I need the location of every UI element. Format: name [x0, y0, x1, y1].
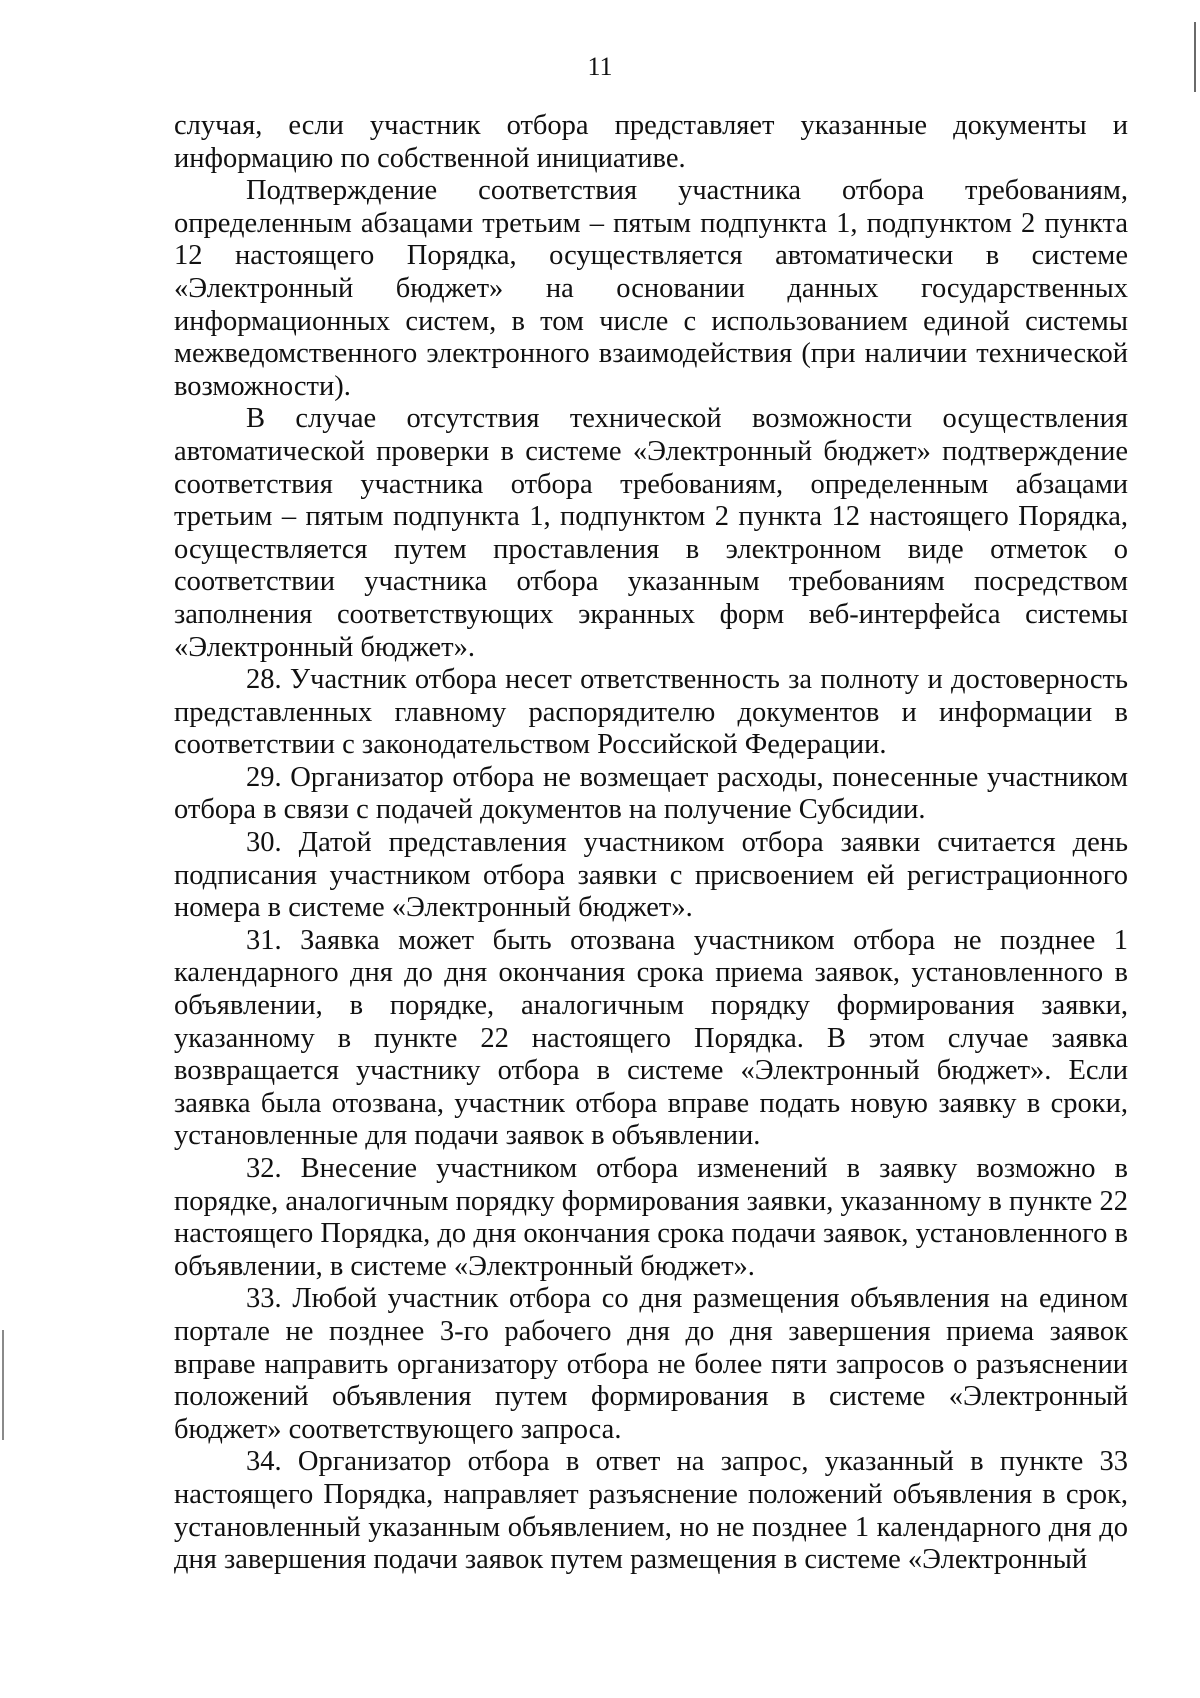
paragraph-item-30: 30. Датой представления участником отбора заявки считается день подписания участником отбора заявки с присвоением ей регистрационного номера в системе «Электронный бюджет».	[174, 827, 1128, 924]
document-body	[174, 110, 1128, 1577]
paragraph-manual-verification: В случае отсутствия технической возможности осуществления автоматической проверки в системе «Электронный бюджет» подтверждение соответствия участника отбора требованиям, определенным абзацами третьим – пятым подпункта 1, подпунктом 2 пункта 12 настоящего Порядка, осуществляется путем проставления в электронном виде отметок о соответствии участника отбора указанным требованиям посредством заполнения соответствующих экранных форм веб-интерфейса системы «Электронный бюджет».	[174, 403, 1128, 663]
paragraph-continuation: случая, если участник отбора представляет указанные документы и информацию по собственной инициативе.	[174, 110, 1128, 174]
paragraph-item-31: 31. Заявка может быть отозвана участником отбора не позднее 1 календарного дня до дня окончания срока приема заявок, установленного в объявлении, в порядке, аналогичным порядку формирования заявки, указанному в пункте 22 настоящего Порядка. В этом случае заявка возвращается участнику отбора в системе «Электронный бюджет». Если заявка была отозвана, участник отбора вправе подать новую заявку в сроки, установленные для подачи заявок в объявлении.	[174, 924, 1128, 1152]
paragraph-automatic-verification: Подтверждение соответствия участника отбора требованиям, определенным абзацами третьим – пятым подпункта 1, подпунктом 2 пункта 12 настоящего Порядка, осуществляется автоматически в системе «Электронный бюджет» на основании данных государственных информационных систем, в том числе с использованием единой системы межведомственного электронного взаимодействия (при наличии технической возможности).	[174, 175, 1128, 402]
paragraph-item-32: 32. Внесение участником отбора изменений в заявку возможно в порядке, аналогичным порядку формирования заявки, указанному в пункте 22 настоящего Порядка, до дня окончания срока подачи заявок, установленного в объявлении, в системе «Электронный бюджет».	[174, 1153, 1128, 1282]
paragraph-item-29: 29. Организатор отбора не возмещает расходы, понесенные участником отбора в связи с подачей документов на получение Субсидии.	[174, 761, 1128, 826]
scan-edge-mark	[2, 1330, 4, 1440]
paragraph-item-34: 34. Организатор отбора в ответ на запрос, указанный в пункте 33 настоящего Порядка, направляет разъяснение положений объявления в срок, установленный указанным объявлением, но не позднее 1 календарного дня до дня завершения подачи заявок путем размещения в системе «Электронный	[174, 1446, 1128, 1576]
page-number: 11	[587, 52, 613, 81]
paragraph-item-28: 28. Участник отбора несет ответственность за полноту и достоверность представленных главному распорядителю документов и информации в соответствии с законодательством Российской Федерации.	[174, 664, 1128, 761]
paragraph-item-33: 33. Любой участник отбора со дня размещения объявления на едином портале не позднее 3-го рабочего дня до дня завершения приема заявок вправе направить организатору отбора не более пяти запросов о разъяснении положений объявления путем формирования в системе «Электронный бюджет» соответствующего запроса.	[174, 1283, 1128, 1445]
